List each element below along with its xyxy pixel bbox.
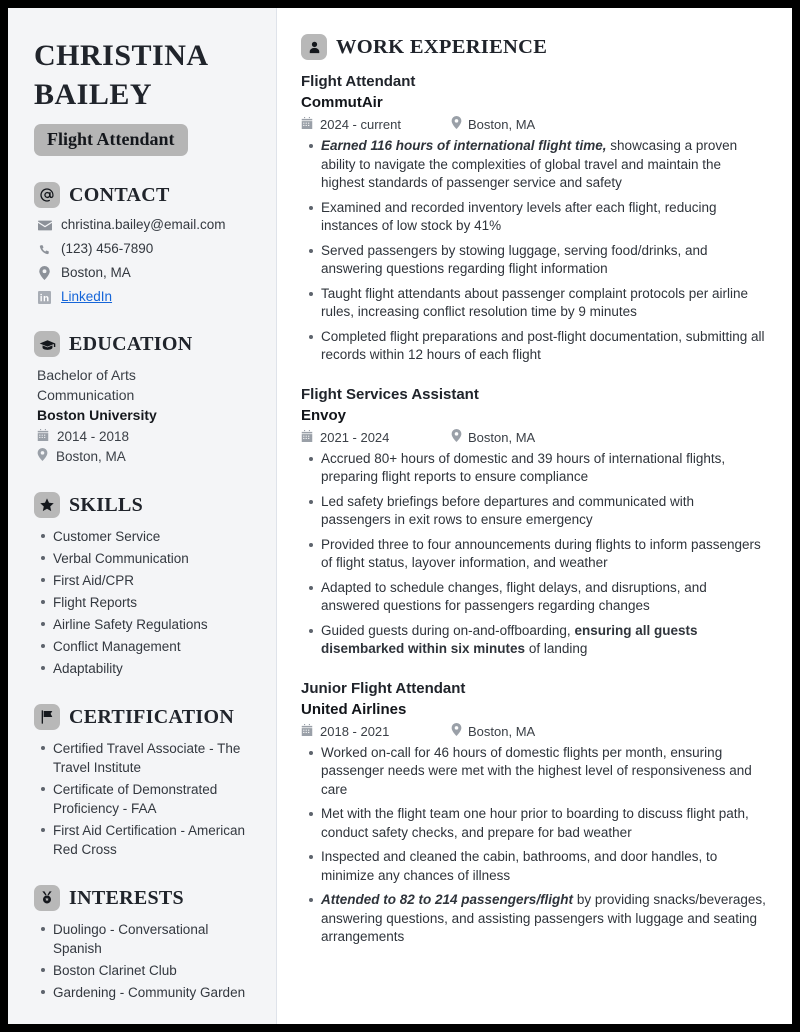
resume-page [8, 8, 792, 1024]
name-line-1: CHRISTINA [34, 39, 209, 72]
job-entry [301, 72, 766, 365]
job-entry [301, 679, 766, 947]
education-location [37, 448, 254, 466]
bullet-rest: of landing [525, 641, 588, 656]
list-item: First Aid Certification - American Red Cross [53, 821, 254, 859]
job-title: Flight Attendant [301, 73, 416, 90]
interests-heading [34, 885, 254, 911]
education-dates-value: 2014 - 2018 [57, 429, 130, 444]
section-education [34, 331, 254, 466]
contact-location [37, 265, 254, 281]
job-meta [301, 116, 766, 133]
list-item: Inspected and cleaned the cabin, bathrooms, and door handles, to minimize any chances of illness [321, 848, 766, 885]
list-item: Gardening - Community Garden [53, 983, 254, 1002]
education-title: EDUCATION [69, 332, 193, 355]
job-dates-value: 2021 - 2024 [320, 429, 390, 445]
education-degree: Bachelor of Arts [37, 367, 136, 383]
calendar-icon [301, 723, 313, 740]
list-item: Adaptability [53, 659, 254, 678]
list-item: Boston Clarinet Club [53, 961, 254, 980]
phone-icon [37, 243, 52, 256]
education-dates [37, 428, 254, 446]
calendar-icon [301, 116, 313, 133]
list-item: Completed flight preparations and post-flight documentation, submitting all records within 12 hours of each flight [321, 328, 766, 365]
list-item: Accrued 80+ hours of domestic and 39 hours of international flights, preparing flight reports to ensure compliance [321, 450, 766, 487]
job-location [451, 723, 535, 740]
job-meta [301, 723, 766, 740]
candidate-name [34, 40, 254, 110]
list-item: Led safety briefings before departures and communicated with passengers in exit rows to ensure emergency [321, 493, 766, 530]
job-bullets [301, 137, 766, 365]
certification-heading [34, 704, 254, 730]
work-experience-heading [301, 34, 766, 60]
section-certification [34, 704, 254, 859]
list-item: Adapted to schedule changes, flight delays, and disruptions, and answered questions for passengers regarding changes [321, 579, 766, 616]
contact-email-value: christina.bailey@email.com [61, 217, 226, 232]
list-item: Flight Reports [53, 593, 254, 612]
education-heading [34, 331, 254, 357]
list-item: Taught flight attendants about passenger complaint protocols per airline rules, increasing conflict resolution time by 9 minutes [321, 285, 766, 322]
section-skills [34, 492, 254, 678]
job-company: CommutAir [301, 94, 383, 111]
job-title-badge: Flight Attendant [34, 124, 188, 156]
list-item: Certificate of Demonstrated Proficiency - FAA [53, 780, 254, 818]
list-item [321, 622, 766, 659]
job-dates-value: 2018 - 2021 [320, 723, 390, 739]
contact-title: CONTACT [69, 183, 170, 206]
job-dates-value: 2024 - current [320, 117, 401, 132]
bullet-rest: showcasing a proven ability to navigate the complexities of global travel and maintain the highest standards of passenger service and safety [321, 138, 738, 190]
list-item: Certified Travel Associate - The Travel Institute [53, 739, 254, 777]
job-location [451, 116, 535, 133]
list-item: Airline Safety Regulations [53, 615, 254, 634]
job-location-value: Boston, MA [468, 117, 536, 132]
section-interests [34, 885, 254, 1002]
list-item: First Aid/CPR [53, 571, 254, 590]
name-line-2: BAILEY [34, 78, 153, 111]
sidebar [8, 8, 277, 1024]
calendar-icon [37, 428, 49, 446]
contact-linkedin-link[interactable]: LinkedIn [61, 289, 113, 304]
main-content [277, 8, 792, 1024]
education-location-value: Boston, MA [56, 449, 126, 464]
list-item: Served passengers by stowing luggage, serving food/drinks, and answering questions regarding flight information [321, 242, 766, 279]
list-item: Verbal Communication [53, 549, 254, 568]
contact-phone [37, 241, 254, 257]
bullet-emphasis: Attended to 82 to 214 passengers/flight [321, 892, 574, 907]
contact-phone-value: (123) 456-7890 [61, 241, 154, 256]
job-entry [301, 385, 766, 659]
map-pin-icon [451, 429, 462, 446]
contact-heading [34, 182, 254, 208]
job-bullets [301, 450, 766, 659]
job-title: Flight Services Assistant [301, 385, 479, 403]
job-bullets [301, 744, 766, 947]
skills-list [34, 527, 254, 678]
list-item: Provided three to four announcements during flights to inform passengers of flight status, layover information, and weather [321, 536, 766, 573]
interests-title: INTERESTS [69, 886, 184, 909]
user-icon [301, 34, 327, 60]
flag-icon [34, 704, 60, 730]
job-location [451, 429, 535, 446]
map-pin-icon [37, 266, 52, 280]
list-item: Duolingo - Conversational Spanish [53, 920, 254, 958]
job-dates [301, 723, 451, 740]
bullet-lead: Guided guests during on-and-offboarding, [321, 622, 575, 638]
contact-location-value: Boston, MA [61, 265, 131, 280]
certification-list [34, 739, 254, 859]
contact-email [37, 217, 254, 233]
job-dates [301, 429, 451, 446]
job-company: Envoy [301, 406, 347, 424]
list-item: Conflict Management [53, 637, 254, 656]
job-meta [301, 429, 766, 446]
list-item: Met with the flight team one hour prior to boarding to discuss flight path, conduct safety checks, and prepare for bad weather [321, 805, 766, 842]
education-field: Communication [37, 386, 135, 403]
list-item: Worked on-call for 46 hours of domestic flights per month, ensuring passenger needs were met with the highest level of responsiveness and care [321, 744, 766, 800]
interests-list [34, 920, 254, 1002]
list-item: Customer Service [53, 527, 254, 546]
graduation-cap-icon [34, 331, 60, 357]
bullet-rest: by providing snacks/beverages, answering questions, and assisting passengers with luggage and seating arrangements [321, 892, 766, 944]
at-icon [34, 182, 60, 208]
linkedin-icon [37, 291, 52, 304]
contact-linkedin[interactable] [37, 289, 254, 305]
job-location-value: Boston, MA [468, 723, 536, 739]
job-title: Junior Flight Attendant [301, 679, 466, 697]
calendar-icon [301, 429, 313, 446]
map-pin-icon [451, 723, 462, 740]
section-contact [34, 182, 254, 305]
certification-title: CERTIFICATION [69, 705, 235, 728]
envelope-icon [37, 220, 52, 231]
skills-heading [34, 492, 254, 518]
work-experience-title: WORK EXPERIENCE [336, 35, 548, 58]
list-item [321, 137, 766, 193]
map-pin-icon [37, 448, 48, 466]
skills-title: SKILLS [69, 493, 144, 516]
job-location-value: Boston, MA [468, 429, 536, 445]
education-school: Boston University [37, 407, 157, 423]
job-dates [301, 116, 451, 133]
list-item: Examined and recorded inventory levels after each flight, reducing instances of low stock by 41% [321, 199, 766, 236]
list-item [321, 891, 766, 947]
bullet-emphasis: Earned 116 hours of international flight time, [321, 138, 607, 153]
star-icon [34, 492, 60, 518]
job-company: United Airlines [301, 700, 407, 718]
medal-icon [34, 885, 60, 911]
map-pin-icon [451, 116, 462, 133]
bullet-emphasis: ensuring all guests disembarked within six minutes [321, 622, 698, 656]
